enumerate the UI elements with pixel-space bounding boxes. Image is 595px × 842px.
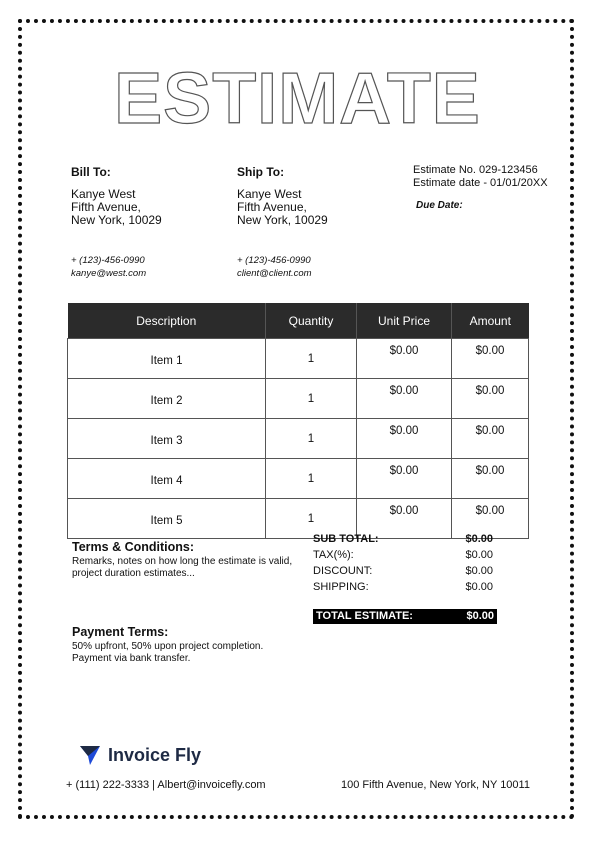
tax-value: $0.00	[465, 549, 493, 561]
header-quantity: Quantity	[266, 303, 357, 339]
payment-heading: Payment Terms:	[72, 625, 169, 639]
paper-plane-icon	[78, 743, 102, 767]
cell-description: Item 3	[68, 419, 266, 459]
bill-to-email: kanye@west.com	[71, 268, 147, 279]
cell-description: Item 2	[68, 379, 266, 419]
document-title: ESTIMATE	[114, 59, 481, 139]
ship-to-block	[237, 166, 328, 280]
ship-to-street: Fifth Avenue,	[237, 200, 307, 214]
header-unit-price: Unit Price	[357, 303, 452, 339]
table-row	[68, 379, 529, 419]
cell-unit-price: $0.00	[357, 339, 452, 379]
header-amount: Amount	[452, 303, 529, 339]
cell-amount: $0.00	[452, 379, 529, 419]
header-description: Description	[68, 303, 266, 339]
bill-to-city: New York, 10029	[71, 213, 162, 227]
subtotal-row	[313, 531, 493, 547]
discount-label: DISCOUNT:	[313, 565, 373, 577]
table-row	[68, 459, 529, 499]
cell-description: Item 4	[68, 459, 266, 499]
payment-section	[72, 625, 312, 665]
brand-name: Invoice Fly	[108, 744, 202, 765]
cell-quantity: 1	[266, 419, 357, 459]
subtotal-label: SUB TOTAL:	[313, 533, 379, 545]
footer-address: 100 Fifth Avenue, New York, NY 10011	[341, 779, 530, 791]
cell-quantity: 1	[266, 379, 357, 419]
terms-line-2: project duration estimates...	[72, 568, 195, 579]
discount-row	[313, 563, 493, 579]
cell-amount: $0.00	[452, 419, 529, 459]
payment-line-1: 50% upfront, 50% upon project completion.	[72, 641, 264, 652]
ship-to-city: New York, 10029	[237, 213, 328, 227]
bill-to-heading: Bill To:	[71, 165, 111, 179]
totals-section	[313, 531, 494, 622]
bill-to-name: Kanye West	[71, 187, 136, 201]
discount-value: $0.00	[465, 565, 493, 577]
terms-section	[72, 540, 312, 580]
ship-to-heading: Ship To:	[237, 165, 285, 179]
payment-line-2: Payment via bank transfer.	[72, 653, 191, 664]
cell-unit-price: $0.00	[357, 419, 452, 459]
tax-label: TAX(%):	[313, 549, 354, 561]
bill-to-block	[71, 166, 162, 280]
ship-to-phone: + (123)-456-0990	[237, 255, 311, 266]
table-row	[68, 419, 529, 459]
estimate-meta	[413, 164, 548, 190]
total-estimate-value: $0.00	[466, 610, 494, 622]
cell-description: Item 5	[68, 499, 266, 539]
cell-quantity: 1	[266, 339, 357, 379]
total-estimate-bar	[313, 609, 497, 624]
items-table	[67, 303, 529, 539]
total-estimate-label: TOTAL ESTIMATE:	[316, 610, 413, 622]
cell-description: Item 1	[68, 339, 266, 379]
estimate-number: Estimate No. 029-123456	[413, 164, 538, 176]
cell-amount: $0.00	[452, 339, 529, 379]
bill-to-street: Fifth Avenue,	[71, 200, 141, 214]
brand-logo	[78, 743, 201, 767]
table-header-row	[68, 303, 529, 339]
shipping-row	[313, 579, 493, 595]
shipping-label: SHIPPING:	[313, 581, 369, 593]
estimate-date: Estimate date - 01/01/20XX	[413, 177, 548, 189]
cell-amount: $0.00	[452, 459, 529, 499]
ship-to-name: Kanye West	[237, 187, 302, 201]
shipping-value: $0.00	[465, 581, 493, 593]
terms-line-1: Remarks, notes on how long the estimate is valid,	[72, 556, 293, 567]
cell-unit-price: $0.00	[357, 379, 452, 419]
tax-row	[313, 547, 493, 563]
cell-unit-price: $0.00	[357, 499, 452, 539]
bill-to-phone: + (123)-456-0990	[71, 255, 145, 266]
ship-to-email: client@client.com	[237, 268, 312, 279]
cell-amount: $0.00	[452, 499, 529, 539]
footer-contact: + (111) 222-3333 | Albert@invoicefly.com	[66, 779, 266, 791]
due-date-label: Due Date:	[416, 200, 463, 211]
cell-quantity: 1	[266, 459, 357, 499]
table-row	[68, 339, 529, 379]
cell-unit-price: $0.00	[357, 459, 452, 499]
subtotal-value: $0.00	[465, 533, 493, 545]
cell-quantity: 1	[266, 499, 357, 539]
terms-heading: Terms & Conditions:	[72, 540, 194, 554]
